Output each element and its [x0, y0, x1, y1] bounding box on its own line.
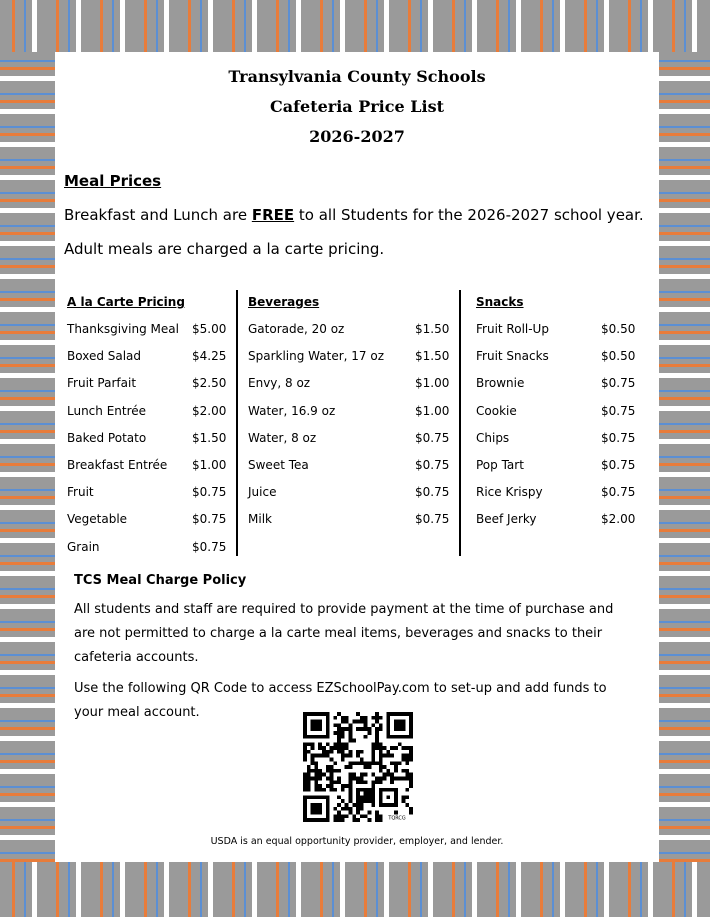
free-meals-suffix: to all Students for the 2026-2027 school year. [294, 206, 644, 224]
menu-item-price: $1.00 [415, 376, 450, 391]
menu-item-price: $0.75 [601, 485, 636, 500]
menu-item-price: $0.75 [192, 512, 227, 527]
menu-item-name: Envy, 8 oz [248, 376, 311, 391]
menu-item-price: $0.75 [601, 376, 636, 391]
decorative-border-left [0, 52, 55, 862]
menu-item-price: $1.50 [415, 322, 450, 336]
menu-item-price: $2.00 [192, 403, 227, 418]
menu-item-name: Juice [248, 485, 277, 500]
menu-item-name: Pop Tart [476, 458, 524, 472]
menu-item-price: $0.75 [601, 403, 636, 418]
menu-item-price: $2.00 [601, 512, 636, 527]
menu-item-name: Fruit Roll-Up [476, 322, 549, 336]
beverages-heading: Beverages [248, 295, 320, 309]
menu-item-name: Sparkling Water, 17 oz [248, 349, 385, 364]
menu-item-name: Thanksgiving Meal [67, 322, 179, 336]
usda-statement: USDA is an equal opportunity provider, employer, and lender. [210, 836, 504, 847]
school-year: 2026-2027 [309, 127, 405, 146]
policy-line-2: are not permitted to charge a la carte meal items, beverages and snacks to their [74, 626, 603, 641]
menu-item-name: Cookie [476, 403, 517, 418]
menu-item-price: $4.25 [192, 349, 227, 364]
price-list-sheet [55, 52, 659, 862]
menu-item-price: $0.50 [601, 322, 636, 336]
menu-item-name: Sweet Tea [248, 458, 309, 472]
adult-meals-note: Adult meals are charged a la carte pricing. [64, 240, 385, 258]
decorative-border-top [0, 0, 710, 52]
menu-item-name: Fruit Snacks [476, 349, 549, 364]
column-divider [459, 290, 461, 556]
menu-item-name: Baked Potato [67, 430, 147, 445]
snacks-heading: Snacks [476, 295, 524, 309]
menu-item-price: $0.75 [601, 458, 636, 472]
menu-item-price: $1.50 [415, 349, 450, 364]
menu-item-price: $1.00 [192, 458, 227, 472]
menu-item-price: $0.75 [601, 430, 636, 445]
menu-item-name: Boxed Salad [67, 349, 142, 364]
menu-item-name: Beef Jerky [476, 512, 537, 527]
free-meals-prefix: Breakfast and Lunch are [64, 206, 252, 224]
menu-item-price: $0.75 [415, 485, 450, 500]
meal-prices-heading: Meal Prices [64, 172, 162, 190]
menu-item-name: Grain [67, 539, 100, 554]
policy-title: TCS Meal Charge Policy [74, 573, 247, 588]
menu-item-price: $5.00 [192, 322, 227, 336]
menu-item-name: Gatorade, 20 oz [248, 322, 345, 336]
qr-instructions-line-2: your meal account. [74, 705, 200, 720]
qr-label: TQRCG [388, 815, 406, 822]
decorative-border-bottom [0, 862, 710, 917]
menu-item-name: Rice Krispy [476, 485, 543, 500]
policy-line-3: cafeteria accounts. [74, 650, 199, 665]
menu-item-name: Brownie [476, 376, 525, 391]
menu-item-price: $0.75 [415, 458, 450, 472]
decorative-border-right [659, 52, 710, 862]
policy-line-1: All students and staff are required to provide payment at the time of purchase and [74, 602, 614, 617]
menu-item-price: $0.50 [601, 349, 636, 364]
qr-instructions-line-1: Use the following QR Code to access EZSchoolPay.com to set-up and add funds to [74, 681, 607, 696]
menu-item-name: Vegetable [67, 512, 128, 527]
menu-item-name: Breakfast Entrée [67, 458, 168, 472]
free-meals-statement [64, 206, 644, 224]
menu-item-name: Water, 8 oz [248, 430, 317, 445]
menu-item-name: Fruit [67, 485, 94, 500]
menu-item-name: Milk [248, 512, 272, 527]
a-la-carte-heading: A la Carte Pricing [67, 295, 185, 309]
qr-code[interactable] [303, 712, 413, 822]
menu-item-name: Lunch Entrée [67, 403, 147, 418]
menu-item-price: $0.75 [415, 512, 450, 527]
menu-item-price: $1.00 [415, 403, 450, 418]
menu-item-price: $2.50 [192, 376, 227, 391]
free-word: FREE [251, 206, 295, 224]
menu-item-price: $0.75 [415, 430, 450, 445]
menu-item-name: Water, 16.9 oz [248, 403, 336, 418]
document-title: Cafeteria Price List [270, 97, 444, 116]
column-divider [236, 290, 238, 556]
menu-item-price: $0.75 [192, 485, 227, 500]
menu-item-price: $1.50 [192, 430, 227, 445]
menu-item-price: $0.75 [192, 539, 227, 554]
school-name: Transylvania County Schools [228, 67, 486, 86]
menu-item-name: Chips [476, 430, 510, 445]
menu-item-name: Fruit Parfait [67, 376, 137, 391]
